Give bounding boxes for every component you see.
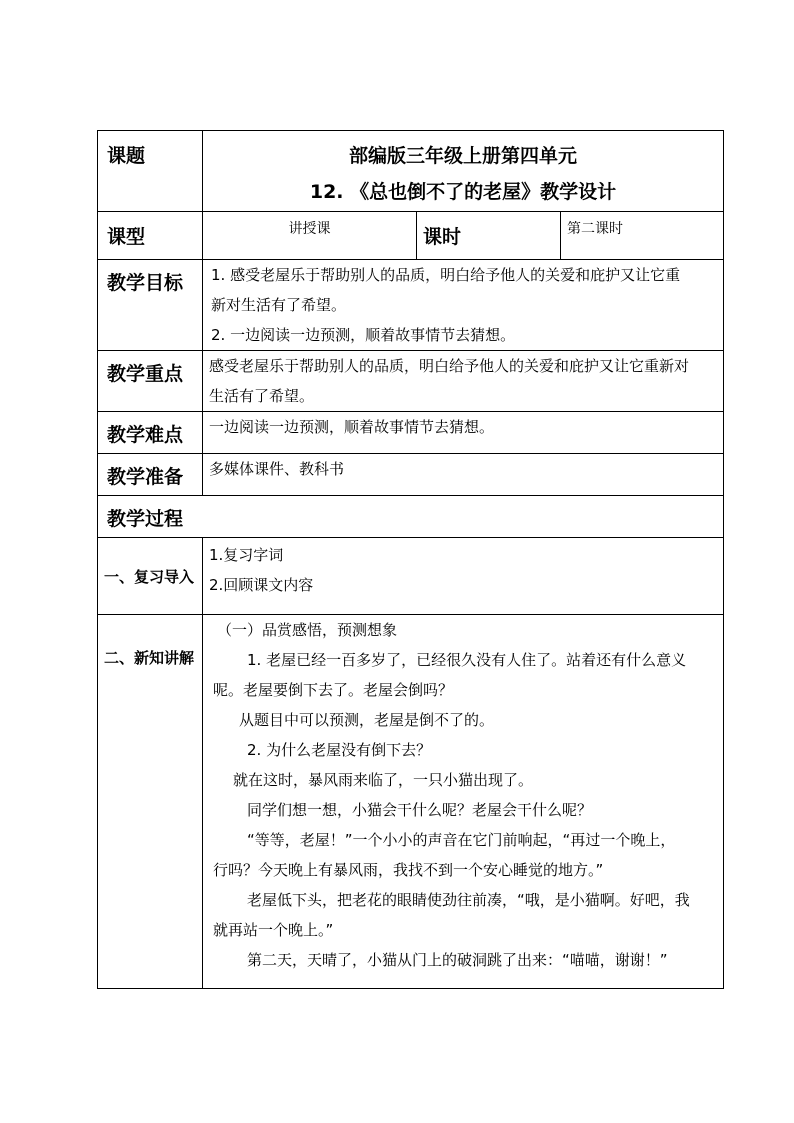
paragraph-line: 就在这时，暴风雨来临了，一只小猫出现了。 bbox=[233, 771, 534, 789]
difficulties-content: 一边阅读一边预测，顺着故事情节去猜想。 bbox=[203, 412, 724, 454]
objectives-label: 教学目标 bbox=[98, 260, 203, 351]
new-lesson-content bbox=[203, 615, 724, 989]
preparation-row bbox=[98, 454, 724, 496]
review-content bbox=[203, 538, 724, 615]
page-title bbox=[203, 131, 724, 212]
new-lesson-label: 二、新知讲解 bbox=[98, 615, 203, 989]
paragraph-line: 行吗？今天晚上有暴风雨，我找不到一个安心睡觉的地方。” bbox=[213, 861, 604, 879]
objectives-row bbox=[98, 260, 724, 351]
topic-row bbox=[98, 131, 724, 212]
topic-label: 课题 bbox=[98, 131, 203, 212]
review-item: 2.回顾课文内容 bbox=[209, 576, 314, 594]
lesson-type-row bbox=[98, 212, 724, 260]
objectives-content bbox=[203, 260, 724, 351]
review-label: 一、复习导入 bbox=[98, 538, 203, 615]
paragraph-line: 第二天，天晴了，小猫从门上的破洞跳了出来：“喵喵，谢谢！” bbox=[247, 951, 668, 969]
lesson-type-label: 课型 bbox=[98, 212, 203, 260]
paragraph-line: 老屋低下头，把老花的眼睛使劲往前凑，“哦，是小猫啊。好吧，我 bbox=[247, 891, 690, 909]
paragraph-line: 同学们想一想，小猫会干什么呢？老屋会干什么呢？ bbox=[247, 801, 593, 819]
new-lesson-row bbox=[98, 615, 724, 989]
key-points-content bbox=[203, 351, 724, 412]
paragraph-line: 呢。老屋要倒下去了。老屋会倒吗？ bbox=[213, 681, 454, 699]
objective-line: 新对生活有了希望。 bbox=[211, 296, 347, 314]
preparation-content: 多媒体课件、教科书 bbox=[203, 454, 724, 496]
objective-line: 1. 感受老屋乐于帮助别人的品质，明白给予他人的关爱和庇护又让它重 bbox=[211, 266, 681, 284]
difficulties-label: 教学难点 bbox=[98, 412, 203, 454]
key-point-line: 生活有了希望。 bbox=[209, 387, 315, 405]
preparation-label: 教学准备 bbox=[98, 454, 203, 496]
period-value: 第二课时 bbox=[561, 212, 724, 260]
paragraph-line: 从题目中可以预测，老屋是倒不了的。 bbox=[239, 711, 495, 729]
paragraph-line: “等等，老屋！”一个小小的声音在它门前响起，“再过一个晚上， bbox=[247, 831, 676, 849]
review-item: 1.复习字词 bbox=[209, 546, 284, 564]
lesson-type-value: 讲授课 bbox=[203, 212, 417, 260]
title-line-2: 12. 《总也倒不了的老屋》教学设计 bbox=[309, 181, 617, 203]
period-label: 课时 bbox=[417, 212, 561, 260]
key-points-row bbox=[98, 351, 724, 412]
paragraph-line: 1. 老屋已经一百多岁了，已经很久没有人住了。站着还有什么意义 bbox=[247, 651, 687, 669]
paragraph-line: 就再站一个晚上。” bbox=[213, 921, 334, 939]
title-line-1: 部编版三年级上册第四单元 bbox=[349, 145, 578, 167]
key-point-line: 感受老屋乐于帮助别人的品质，明白给予他人的关爱和庇护又让它重新对 bbox=[209, 357, 690, 375]
paragraph-line: 2. 为什么老屋没有倒下去？ bbox=[247, 741, 432, 759]
review-row bbox=[98, 538, 724, 615]
difficulties-row bbox=[98, 412, 724, 454]
section-heading: （一）品赏感悟，预测想象 bbox=[217, 621, 398, 639]
objective-line: 2. 一边阅读一边预测，顺着故事情节去猜想。 bbox=[211, 326, 516, 344]
lesson-plan-table bbox=[97, 130, 724, 989]
key-points-label: 教学重点 bbox=[98, 351, 203, 412]
process-row bbox=[98, 496, 724, 538]
process-label: 教学过程 bbox=[98, 496, 724, 538]
